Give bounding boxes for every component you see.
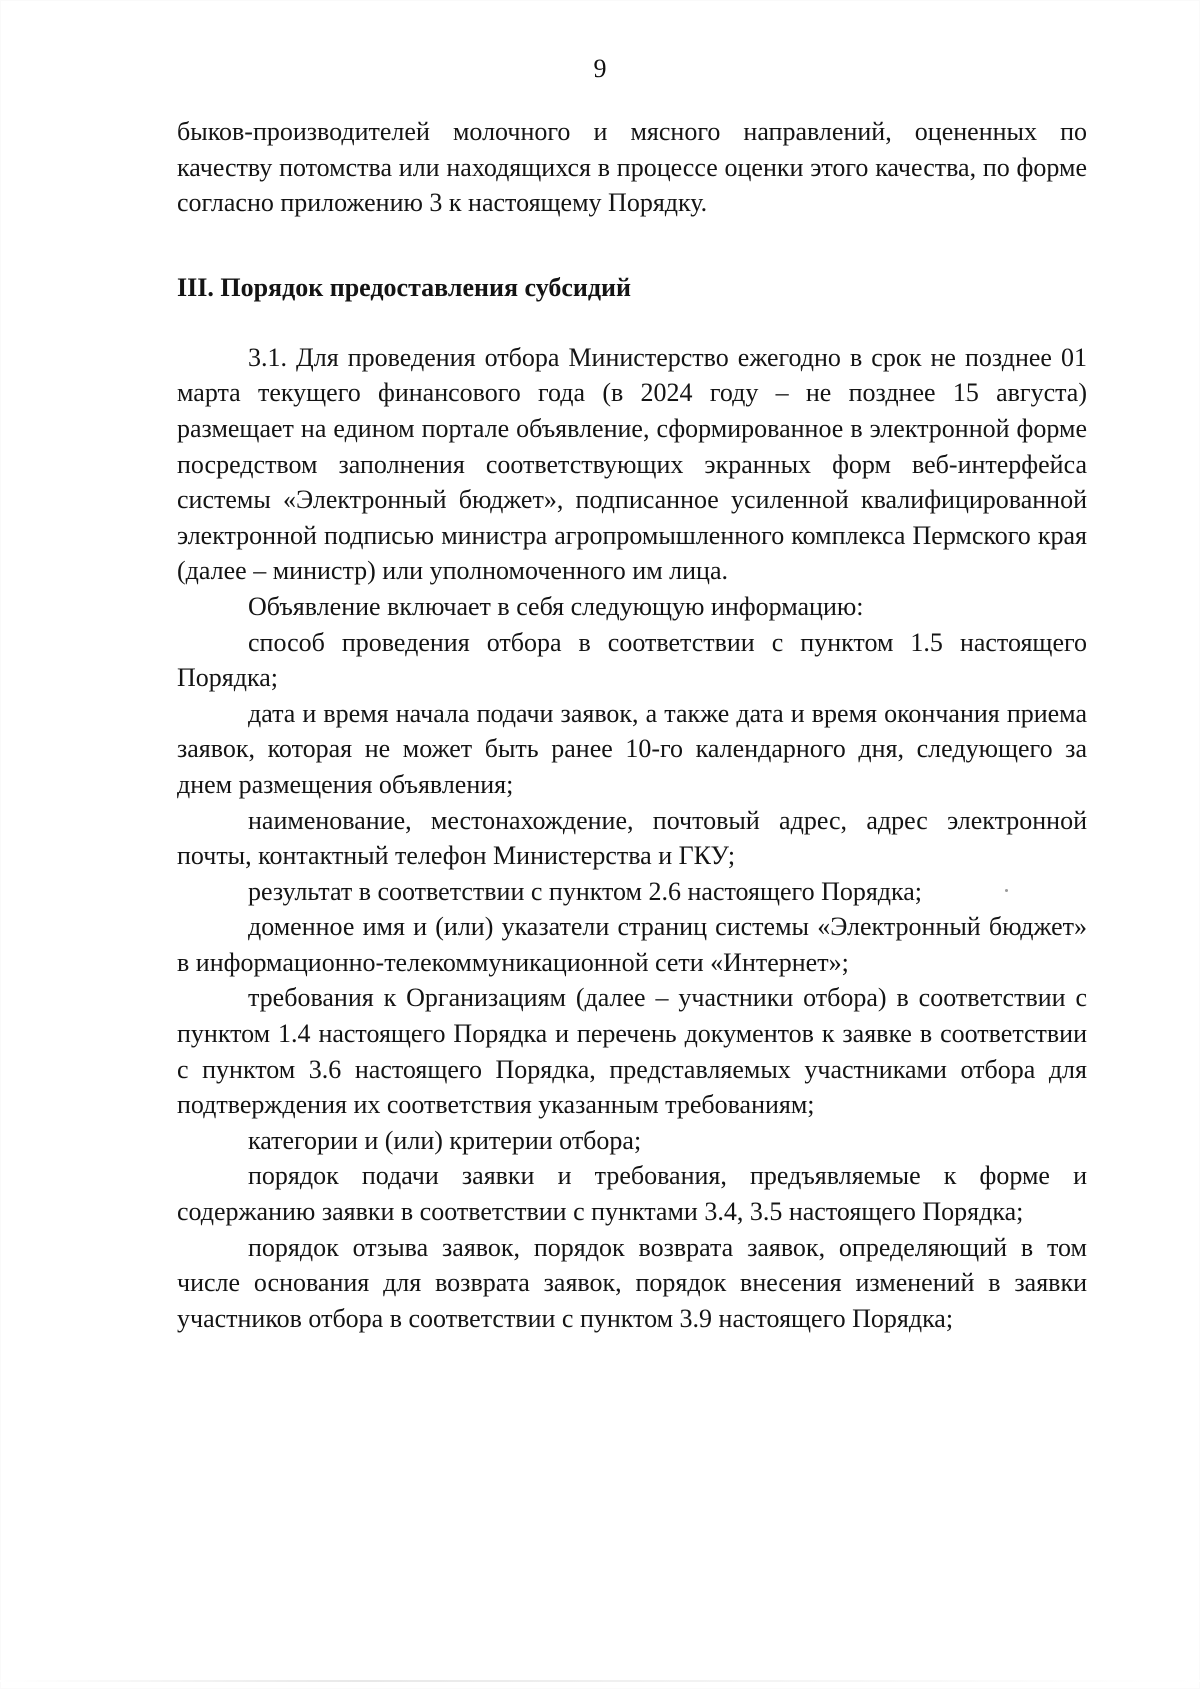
spacer xyxy=(177,305,1087,340)
list-item-criteria: категории и (или) критерии отбора; xyxy=(248,1125,642,1155)
scan-speck xyxy=(1005,889,1008,892)
list-item-contacts: наименование, местонахождение, почтовый адрес, адрес электронной почты, контактный телефон Министерства и ГКУ; xyxy=(177,805,1087,871)
list-item-result: результат в соответствии с пунктом 2.6 настоящего Порядка; xyxy=(248,876,923,906)
paragraph-3-1: 3.1. Для проведения отбора Министерство ежегодно в срок не позднее 01 марта текущего финансового года (в 2024 году – не позднее 15 августа) размещает на едином портале объявление, сформированное в электронной форме посредством заполнения соответствующих экранных форм веб-интерфейса системы «Электронный бюджет», подписанное усиленной квалифицированной электронной подписью министра агропромышленного комплекса Пермского края (далее – министр) или уполномоченного им лица. xyxy=(177,342,1087,586)
list-item-submission-order: порядок подачи заявки и требования, предъявляемые к форме и содержанию заявки в соответствии с пунктами 3.4, 3.5 настоящего Порядка; xyxy=(177,1161,1087,1227)
document-body xyxy=(177,114,1087,1336)
list-item-selection-method: способ проведения отбора в соответствии с пунктом 1.5 настоящего Порядка; xyxy=(177,627,1087,693)
list-item-submission-dates: дата и время начала подачи заявок, а также дата и время окончания приема заявок, которая не может быть ранее 10-го календарного дня, следующего за днем размещения объявления; xyxy=(177,698,1087,799)
list-item-requirements: требования к Организациям (далее – участники отбора) в соответствии с пунктом 1.4 настоящего Порядка и перечень документов к заявке в соответствии с пунктом 3.6 настоящего Порядка, представляемых участниками отбора для подтверждения их соответствия указанным требованиям; xyxy=(177,983,1087,1120)
list-item-withdrawal-order: порядок отзыва заявок, порядок возврата заявок, определяющий в том числе основания для возврата заявок, порядок внесения изменений в заявки участников отбора в соответствии с пунктом 3.9 настоящего Порядка; xyxy=(177,1232,1087,1333)
list-item-domain-name: доменное имя и (или) указатели страниц системы «Электронный бюджет» в информационно-телекоммуникационной сети «Интернет»; xyxy=(177,912,1087,977)
section-heading: III. Порядок предоставления субсидий xyxy=(177,272,631,302)
intro-paragraph: быков-производителей молочного и мясного направлений, оцененных по качеству потомства или находящихся в процессе оценки этого качества, по форме согласно приложению 3 к настоящему Порядку. xyxy=(177,117,1087,218)
page-number: 9 xyxy=(593,54,607,83)
paragraph-announcement-intro: Объявление включает в себя следующую информацию: xyxy=(248,591,864,621)
spacer xyxy=(177,221,1087,270)
scan-edge-line xyxy=(0,1680,1200,1682)
